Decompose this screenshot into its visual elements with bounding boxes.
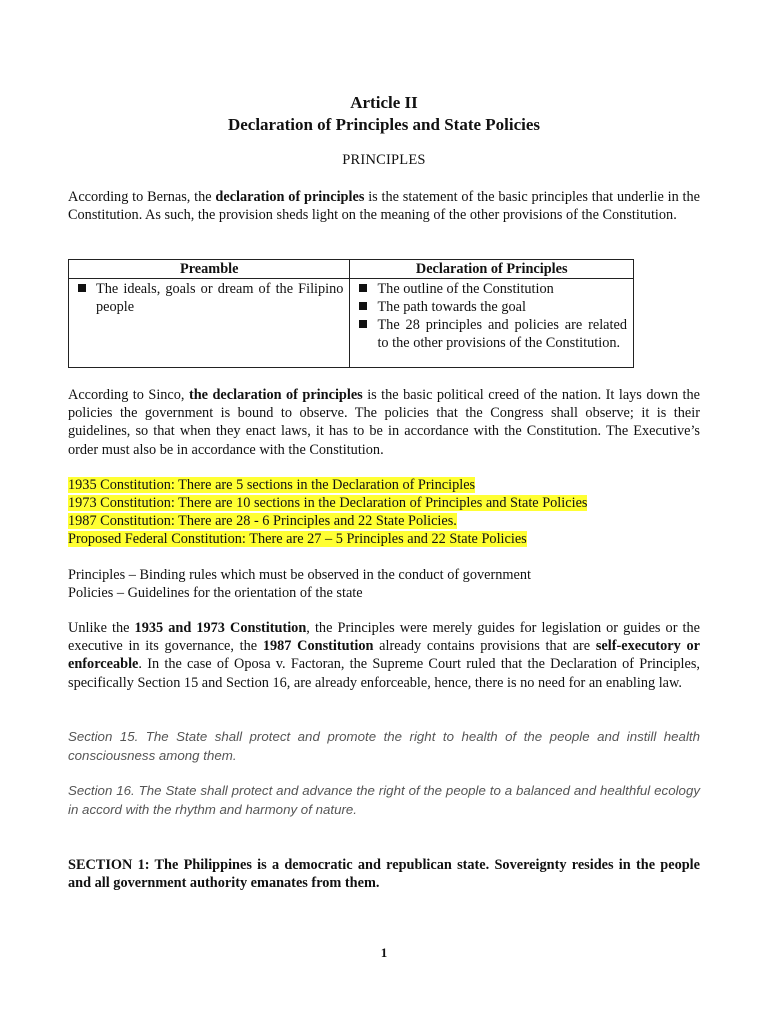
comparison-table — [68, 259, 634, 368]
unlike-bold-1: 1935 and 1973 Constitution — [134, 620, 307, 636]
table-header-declaration: Declaration of Principles — [350, 260, 634, 279]
highlight-1973: 1973 Constitution: There are 10 sections in the Declaration of Principles and State Policies — [68, 495, 588, 511]
unlike-text-4: . In the case of Oposa v. Factoran, the Supreme Court ruled that the Declaration of Principles, specifically Section 15 and Section 16, are already enforceable, hence, there is no need for an enabling law. — [68, 656, 700, 691]
unlike-text-1: Unlike the — [68, 620, 135, 636]
highlight-1987: 1987 Constitution: There are 28 - 6 Principles and 22 State Policies. — [68, 513, 457, 529]
unlike-bold-3: self-executory or enforceable — [68, 638, 701, 673]
table-header-preamble: Preamble — [69, 260, 350, 279]
sinco-bold: the declaration of principles — [188, 387, 363, 403]
unlike-bold-2: 1987 Constitution — [262, 638, 374, 655]
section-16-quote: Section 16. The State shall protect and advance the right of the people to a balanced and healthful ecology in accord with the rhythm and harmony of nature. — [68, 783, 700, 817]
bernas-bold: declaration of principles — [215, 189, 365, 205]
highlight-federal: Proposed Federal Constitution: There are 27 – 5 Principles and 22 State Policies — [68, 531, 527, 547]
list-item: The 28 principles and policies are related to the other provisions of the Constitution. — [356, 316, 627, 352]
page-number: 1 — [380, 945, 388, 960]
section-1-heading: SECTION 1: The Philippines is a democratic and republican state. Sovereignty resides in the people and all government authority emanates from them. — [68, 857, 700, 891]
sinco-text-1: According to Sinco, — [68, 387, 189, 403]
sinco-paragraph — [68, 386, 700, 459]
constitution-counts — [68, 476, 700, 548]
table-row — [69, 279, 634, 368]
list-item: The outline of the Constitution — [356, 280, 627, 298]
list-item: The path towards the goal — [356, 298, 627, 316]
principles-heading: PRINCIPLES — [342, 152, 426, 168]
sinco-text-2: is the basic political creed of the nation. It lays down the policies the government is bound to observe. The policies that the Congress shall observe; it is their guidelines, so that when they enact laws, it has to be in accordance with the Constitution. The Executive’s order must also be in accordance with the Constitution. — [68, 387, 701, 458]
bernas-text-2: is the statement of the basic principles that underlie in the Constitution. As such, the provision sheds light on the meaning of the other provisions of the Constitution. — [68, 189, 700, 224]
article-title: Article II — [350, 93, 418, 112]
unlike-paragraph — [68, 619, 700, 692]
preamble-cell — [69, 279, 350, 368]
bernas-text-1: According to Bernas, the — [68, 189, 216, 205]
unlike-text-3: already contains provisions that are — [373, 638, 596, 655]
section-15-quote: Section 15. The State shall protect and promote the right to health of the people and instill health consciousness among them. — [68, 729, 700, 763]
definition-principles: Principles – Binding rules which must be observed in the conduct of government — [68, 567, 531, 583]
unlike-text-2: , the Principles were merely guides for legislation or guides or the executive in its governance, the — [68, 620, 701, 655]
definitions — [68, 566, 700, 602]
list-item: The ideals, goals or dream of the Filipino people — [75, 280, 343, 316]
preamble-list — [75, 280, 343, 316]
bernas-paragraph — [68, 188, 700, 224]
article-subtitle: Declaration of Principles and State Policies — [227, 115, 541, 134]
highlight-1935: 1935 Constitution: There are 5 sections in the Declaration of Principles — [68, 477, 476, 493]
declaration-list — [356, 280, 627, 352]
definition-policies: Policies – Guidelines for the orientation of the state — [68, 585, 363, 601]
declaration-cell — [350, 279, 634, 368]
table-header-row — [69, 260, 634, 279]
